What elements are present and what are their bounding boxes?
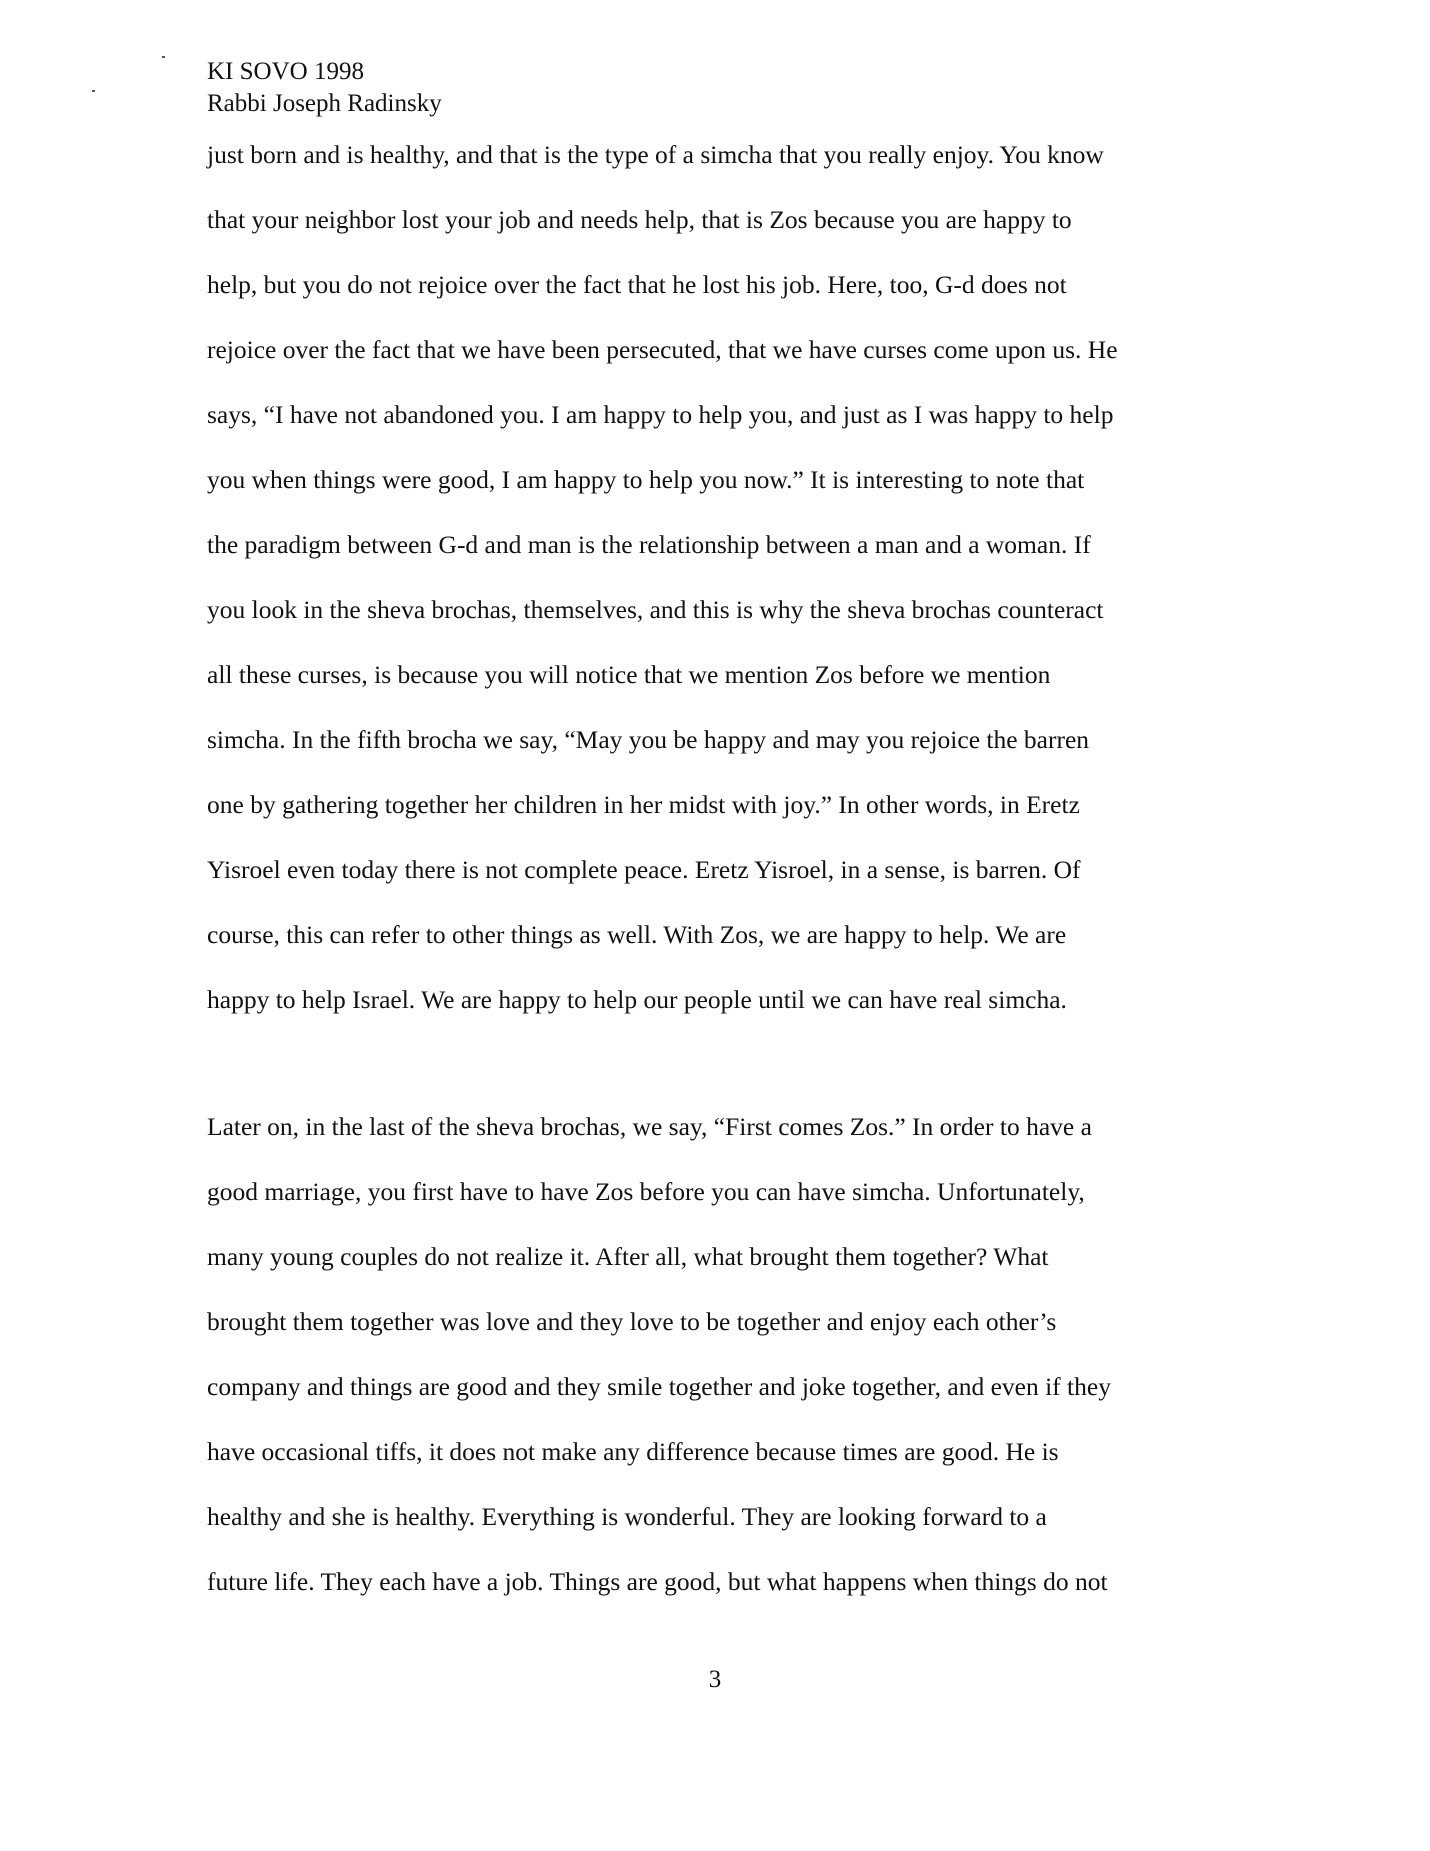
text-line: one by gathering together her children in her midst with joy.” In other words, in Eretz [207, 790, 1080, 819]
text-line: healthy and she is healthy. Everything is wonderful. They are looking forward to a [207, 1502, 1047, 1531]
text-line: company and things are good and they smile together and joke together, and even if they [207, 1372, 1111, 1401]
scan-speck [92, 90, 95, 92]
document-title: KI SOVO 1998 [207, 58, 364, 85]
text-line: brought them together was love and they love to be together and enjoy each other’s [207, 1307, 1057, 1336]
text-line: many young couples do not realize it. After all, what brought them together? What [207, 1242, 1049, 1271]
text-line: future life. They each have a job. Things are good, but what happens when things do not [207, 1567, 1108, 1596]
text-line: Later on, in the last of the sheva brochas, we say, “First comes Zos.” In order to have a [207, 1112, 1092, 1141]
text-line: the paradigm between G-d and man is the relationship between a man and a woman. If [207, 530, 1091, 559]
text-line: simcha. In the fifth brocha we say, “May you be happy and may you rejoice the barren [207, 725, 1090, 754]
document-author: Rabbi Joseph Radinsky [207, 90, 442, 117]
text-line: that your neighbor lost your job and needs help, that is Zos because you are happy to [207, 205, 1072, 234]
text-line: you look in the sheva brochas, themselves, and this is why the sheva brochas counteract [207, 595, 1104, 624]
text-line: Yisroel even today there is not complete peace. Eretz Yisroel, in a sense, is barren. Of [207, 855, 1081, 884]
text-line: says, “I have not abandoned you. I am happy to help you, and just as I was happy to help [207, 400, 1114, 429]
text-line: good marriage, you first have to have Zos before you can have simcha. Unfortunately, [207, 1177, 1085, 1206]
text-line: have occasional tiffs, it does not make any difference because times are good. He is [207, 1437, 1059, 1466]
text-line: course, this can refer to other things as well. With Zos, we are happy to help. We are [207, 920, 1067, 949]
text-line: just born and is healthy, and that is the type of a simcha that you really enjoy. You know [207, 140, 1104, 169]
document-header [207, 56, 442, 120]
scan-speck [162, 56, 165, 58]
text-line: help, but you do not rejoice over the fact that he lost his job. Here, too, G-d does not [207, 270, 1067, 299]
text-line: all these curses, is because you will notice that we mention Zos before we mention [207, 660, 1051, 689]
text-line: you when things were good, I am happy to help you now.” It is interesting to note that [207, 465, 1085, 494]
page-number: 3 [708, 1666, 722, 1693]
text-line: rejoice over the fact that we have been persecuted, that we have curses come upon us. He [207, 335, 1118, 364]
text-line: happy to help Israel. We are happy to help our people until we can have real simcha. [207, 985, 1067, 1014]
